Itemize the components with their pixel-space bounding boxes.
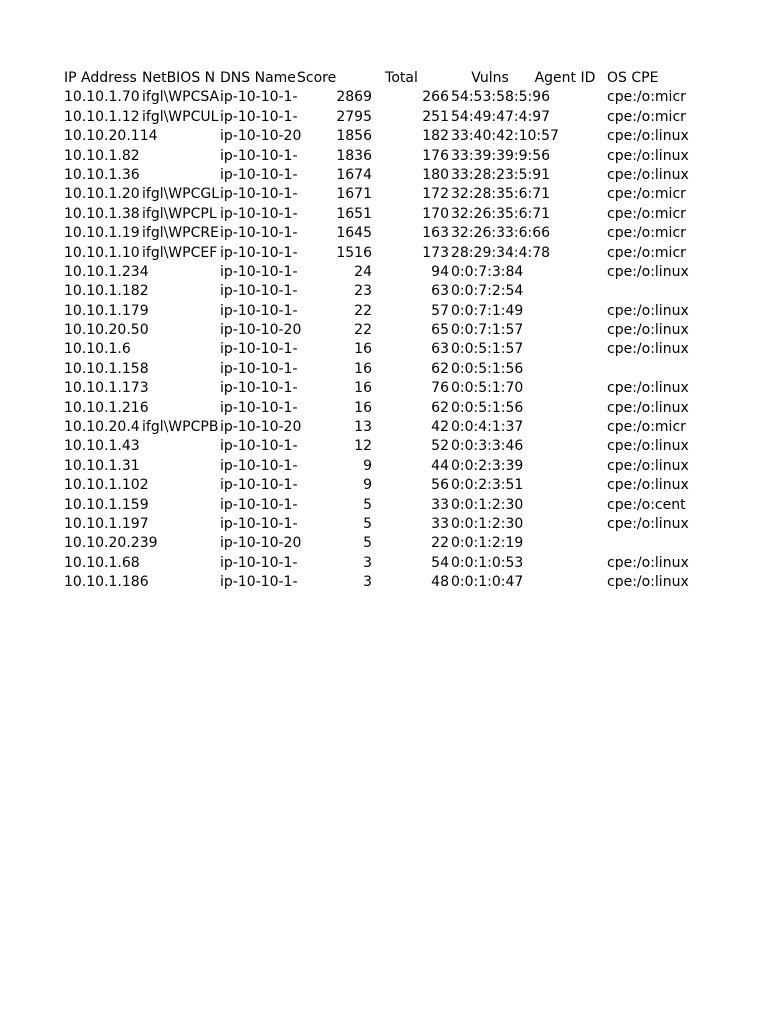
header-ip-address: IP Address [64, 70, 137, 86]
cell-score: 16 [354, 360, 372, 377]
cell-ip-address: 10.10.1.197 [64, 515, 149, 532]
cell-score: 3 [363, 554, 372, 571]
cell-netbios [142, 127, 220, 146]
cell-agent-id [529, 340, 607, 359]
cell-score: 16 [354, 380, 372, 397]
cell-os-cpe: cpe:/o:linux [607, 477, 689, 494]
cell-agent-id [529, 108, 607, 127]
table-row [64, 166, 688, 185]
cell-ip-address: 10.10.1.19 [64, 225, 140, 242]
table-row [64, 340, 688, 359]
cell-ip-address: 10.10.1.68 [64, 554, 140, 571]
cell-total: 33 [431, 496, 449, 513]
cell-agent-id [529, 573, 607, 592]
cell-ip-address: 10.10.20.239 [64, 535, 158, 552]
cell-ip-address: 10.10.1.216 [64, 399, 149, 416]
cell-netbios: ifgl\WPCEF [142, 244, 218, 261]
cell-score: 13 [354, 419, 372, 436]
cell-vulns: 0:0:5:1:56 [451, 360, 524, 377]
cell-os-cpe: cpe:/o:micr [607, 108, 686, 125]
cell-dns-name: ip-10-10-1- [220, 496, 298, 513]
cell-ip-address: 10.10.1.70 [64, 89, 140, 106]
cell-agent-id [529, 496, 607, 515]
cell-vulns: 0:0:7:1:49 [451, 302, 524, 319]
header-total: Total [385, 70, 418, 86]
table-row [64, 554, 688, 573]
table-body [64, 88, 688, 592]
cell-agent-id [529, 282, 607, 301]
cell-score: 12 [354, 438, 372, 455]
cell-total: 48 [431, 574, 449, 591]
table-row [64, 205, 688, 224]
cell-ip-address: 10.10.1.10 [64, 244, 140, 261]
cell-score: 3 [363, 574, 372, 591]
cell-os-cpe: cpe:/o:linux [607, 341, 689, 358]
cell-agent-id [529, 263, 607, 282]
cell-score: 2795 [336, 108, 372, 125]
cell-os-cpe [607, 282, 685, 301]
table-row [64, 399, 688, 418]
cell-netbios [142, 263, 220, 282]
cell-score: 1671 [336, 186, 372, 203]
cell-dns-name: ip-10-10-1- [220, 360, 298, 377]
cell-score: 16 [354, 341, 372, 358]
table-row [64, 476, 688, 495]
cell-total: 182 [422, 128, 449, 145]
cell-total: 170 [422, 205, 449, 222]
cell-os-cpe: cpe:/o:micr [607, 225, 686, 242]
cell-score: 22 [354, 302, 372, 319]
cell-os-cpe: cpe:/o:linux [607, 322, 689, 339]
cell-netbios [142, 399, 220, 418]
table-row [64, 360, 688, 379]
cell-agent-id [529, 166, 607, 185]
table-row [64, 185, 688, 204]
cell-vulns: 0:0:7:2:54 [451, 283, 524, 300]
cell-os-cpe: cpe:/o:micr [607, 244, 686, 261]
cell-ip-address: 10.10.1.173 [64, 380, 149, 397]
cell-score: 24 [354, 263, 372, 280]
cell-vulns: 33:28:23:5:91 [451, 166, 551, 183]
cell-netbios [142, 147, 220, 166]
cell-vulns: 0:0:5:1:57 [451, 341, 524, 358]
cell-dns-name: ip-10-10-1- [220, 147, 298, 164]
cell-vulns: 0:0:1:2:30 [451, 496, 524, 513]
cell-score: 5 [363, 535, 372, 552]
cell-total: 76 [431, 380, 449, 397]
cell-score: 1836 [336, 147, 372, 164]
cell-agent-id [529, 224, 607, 243]
cell-ip-address: 10.10.1.158 [64, 360, 149, 377]
table-row [64, 282, 688, 301]
cell-dns-name: ip-10-10-1- [220, 477, 298, 494]
cell-vulns: 54:49:47:4:97 [451, 108, 551, 125]
table-row [64, 534, 688, 553]
cell-netbios: ifgl\WPCRE [142, 225, 219, 242]
cell-netbios: ifgl\WPCPL [142, 205, 217, 222]
table-row [64, 88, 688, 107]
cell-netbios [142, 515, 220, 534]
cell-ip-address: 10.10.1.6 [64, 341, 131, 358]
cell-total: 163 [422, 225, 449, 242]
cell-vulns: 0:0:3:3:46 [451, 438, 524, 455]
cell-netbios [142, 379, 220, 398]
cell-score: 9 [363, 477, 372, 494]
cell-total: 266 [422, 89, 449, 106]
cell-agent-id [529, 418, 607, 437]
cell-total: 56 [431, 477, 449, 494]
cell-ip-address: 10.10.1.179 [64, 302, 149, 319]
cell-agent-id [529, 360, 607, 379]
cell-dns-name: ip-10-10-1- [220, 380, 298, 397]
cell-score: 1651 [336, 205, 372, 222]
cell-total: 94 [431, 263, 449, 280]
cell-score: 9 [363, 457, 372, 474]
cell-os-cpe: cpe:/o:linux [607, 438, 689, 455]
cell-dns-name: ip-10-10-1- [220, 574, 298, 591]
table-row [64, 224, 688, 243]
cell-score: 22 [354, 322, 372, 339]
cell-netbios [142, 534, 220, 553]
cell-os-cpe: cpe:/o:micr [607, 89, 686, 106]
cell-netbios [142, 302, 220, 321]
cell-ip-address: 10.10.1.20 [64, 186, 140, 203]
cell-vulns: 0:0:7:1:57 [451, 322, 524, 339]
cell-dns-name: ip-10-10-1- [220, 438, 298, 455]
cell-ip-address: 10.10.1.102 [64, 477, 149, 494]
cell-os-cpe: cpe:/o:micr [607, 205, 686, 222]
cell-os-cpe: cpe:/o:linux [607, 399, 689, 416]
cell-score: 23 [354, 283, 372, 300]
cell-os-cpe: cpe:/o:linux [607, 302, 689, 319]
cell-dns-name: ip-10-10-1- [220, 205, 298, 222]
table-row [64, 457, 688, 476]
cell-agent-id [529, 127, 607, 146]
cell-ip-address: 10.10.20.114 [64, 128, 158, 145]
cell-os-cpe: cpe:/o:micr [607, 419, 686, 436]
cell-dns-name: ip-10-10-1- [220, 263, 298, 280]
cell-netbios [142, 496, 220, 515]
cell-netbios [142, 573, 220, 592]
cell-agent-id [529, 302, 607, 321]
cell-total: 22 [431, 535, 449, 552]
cell-total: 62 [431, 360, 449, 377]
header-os-cpe: OS CPE [607, 70, 659, 86]
cell-total: 57 [431, 302, 449, 319]
cell-ip-address: 10.10.1.36 [64, 166, 140, 183]
table-row [64, 573, 688, 592]
cell-vulns: 0:0:2:3:39 [451, 457, 524, 474]
header-dns-name: DNS Name [220, 70, 296, 86]
cell-dns-name: ip-10-10-1- [220, 225, 298, 242]
cell-os-cpe: cpe:/o:linux [607, 147, 689, 164]
table-row [64, 418, 688, 437]
cell-score: 5 [363, 496, 372, 513]
cell-ip-address: 10.10.1.159 [64, 496, 149, 513]
cell-total: 180 [422, 166, 449, 183]
cell-vulns: 0:0:1:2:30 [451, 515, 524, 532]
cell-os-cpe: cpe:/o:linux [607, 554, 689, 571]
cell-netbios [142, 360, 220, 379]
cell-ip-address: 10.10.1.182 [64, 283, 149, 300]
cell-ip-address: 10.10.1.234 [64, 263, 149, 280]
cell-dns-name: ip-10-10-20 [220, 419, 302, 436]
cell-total: 62 [431, 399, 449, 416]
cell-netbios [142, 457, 220, 476]
cell-score: 16 [354, 399, 372, 416]
cell-vulns: 0:0:1:2:19 [451, 535, 524, 552]
cell-dns-name: ip-10-10-1- [220, 554, 298, 571]
cell-score: 1856 [336, 128, 372, 145]
cell-agent-id [529, 534, 607, 553]
cell-dns-name: ip-10-10-1- [220, 283, 298, 300]
cell-score: 2869 [336, 89, 372, 106]
cell-netbios: ifgl\WPCPB [142, 419, 219, 436]
cell-total: 33 [431, 515, 449, 532]
cell-os-cpe: cpe:/o:linux [607, 128, 689, 145]
cell-total: 54 [431, 554, 449, 571]
cell-dns-name: ip-10-10-1- [220, 515, 298, 532]
cell-vulns: 33:40:42:10:57 [451, 128, 559, 145]
cell-score: 1516 [336, 244, 372, 261]
cell-dns-name: ip-10-10-1- [220, 166, 298, 183]
cell-agent-id [529, 205, 607, 224]
cell-agent-id [529, 244, 607, 263]
cell-vulns: 32:28:35:6:71 [451, 186, 551, 203]
cell-agent-id [529, 515, 607, 534]
cell-agent-id [529, 321, 607, 340]
cell-os-cpe: cpe:/o:linux [607, 380, 689, 397]
cell-agent-id [529, 185, 607, 204]
cell-os-cpe: cpe:/o:linux [607, 166, 689, 183]
cell-vulns: 0:0:1:0:53 [451, 554, 524, 571]
table-row [64, 496, 688, 515]
header-netbios: NetBIOS N [142, 70, 216, 86]
cell-netbios [142, 476, 220, 495]
cell-total: 44 [431, 457, 449, 474]
cell-agent-id [529, 88, 607, 107]
cell-agent-id [529, 457, 607, 476]
cell-netbios [142, 554, 220, 573]
cell-score: 5 [363, 515, 372, 532]
cell-vulns: 0:0:5:1:56 [451, 399, 524, 416]
cell-vulns: 0:0:4:1:37 [451, 419, 524, 436]
cell-vulns: 54:53:58:5:96 [451, 89, 551, 106]
header-agent-id: Agent ID [534, 70, 596, 86]
cell-os-cpe: cpe:/o:linux [607, 574, 689, 591]
cell-score: 1645 [336, 225, 372, 242]
cell-ip-address: 10.10.1.186 [64, 574, 149, 591]
cell-vulns: 28:29:34:4:78 [451, 244, 551, 261]
cell-total: 63 [431, 283, 449, 300]
cell-total: 52 [431, 438, 449, 455]
cell-ip-address: 10.10.1.38 [64, 205, 140, 222]
header-row [64, 69, 688, 88]
cell-dns-name: ip-10-10-1- [220, 341, 298, 358]
cell-dns-name: ip-10-10-1- [220, 186, 298, 203]
cell-total: 63 [431, 341, 449, 358]
cell-netbios: ifgl\WPCSA [142, 89, 220, 106]
table-row [64, 437, 688, 456]
table-row [64, 263, 688, 282]
cell-dns-name: ip-10-10-20 [220, 128, 302, 145]
cell-dns-name: ip-10-10-1- [220, 457, 298, 474]
table-row [64, 127, 688, 146]
table-row [64, 321, 688, 340]
cell-os-cpe [607, 360, 685, 379]
cell-vulns: 0:0:7:3:84 [451, 263, 524, 280]
cell-netbios: ifgl\WPCGL [142, 186, 220, 203]
cell-vulns: 32:26:33:6:66 [451, 225, 551, 242]
cell-total: 65 [431, 322, 449, 339]
cell-agent-id [529, 147, 607, 166]
table-row [64, 515, 688, 534]
cell-dns-name: ip-10-10-20 [220, 322, 302, 339]
header-vulns: Vulns [471, 70, 509, 86]
spreadsheet-table [64, 69, 688, 593]
cell-ip-address: 10.10.1.82 [64, 147, 140, 164]
cell-dns-name: ip-10-10-1- [220, 399, 298, 416]
cell-netbios [142, 321, 220, 340]
cell-agent-id [529, 379, 607, 398]
cell-ip-address: 10.10.1.43 [64, 438, 140, 455]
cell-vulns: 0:0:5:1:70 [451, 380, 524, 397]
cell-agent-id [529, 554, 607, 573]
table-row [64, 108, 688, 127]
cell-netbios [142, 166, 220, 185]
cell-dns-name: ip-10-10-1- [220, 244, 298, 261]
cell-ip-address: 10.10.20.50 [64, 322, 149, 339]
table-row [64, 244, 688, 263]
cell-score: 1674 [336, 166, 372, 183]
cell-netbios: ifgl\WPCUL [142, 108, 219, 125]
cell-ip-address: 10.10.1.31 [64, 457, 140, 474]
cell-netbios [142, 282, 220, 301]
cell-vulns: 32:26:35:6:71 [451, 205, 551, 222]
header-score: Score [297, 70, 337, 86]
cell-vulns: 33:39:39:9:56 [451, 147, 551, 164]
cell-ip-address: 10.10.20.4 [64, 419, 140, 436]
cell-agent-id [529, 476, 607, 495]
cell-dns-name: ip-10-10-1- [220, 89, 298, 106]
cell-os-cpe: cpe:/o:linux [607, 457, 689, 474]
cell-total: 251 [422, 108, 449, 125]
cell-netbios [142, 340, 220, 359]
table-row [64, 147, 688, 166]
cell-agent-id [529, 399, 607, 418]
cell-agent-id [529, 437, 607, 456]
cell-os-cpe: cpe:/o:linux [607, 263, 689, 280]
cell-dns-name: ip-10-10-1- [220, 108, 298, 125]
table-row [64, 379, 688, 398]
cell-os-cpe: cpe:/o:cent [607, 496, 686, 513]
cell-total: 172 [422, 186, 449, 203]
cell-ip-address: 10.10.1.12 [64, 108, 140, 125]
cell-dns-name: ip-10-10-20 [220, 535, 302, 552]
cell-vulns: 0:0:1:0:47 [451, 574, 524, 591]
cell-vulns: 0:0:2:3:51 [451, 477, 524, 494]
table-row [64, 302, 688, 321]
cell-os-cpe: cpe:/o:micr [607, 186, 686, 203]
cell-netbios [142, 437, 220, 456]
cell-total: 42 [431, 419, 449, 436]
cell-total: 176 [422, 147, 449, 164]
cell-total: 173 [422, 244, 449, 261]
cell-dns-name: ip-10-10-1- [220, 302, 298, 319]
cell-os-cpe: cpe:/o:linux [607, 515, 689, 532]
cell-os-cpe [607, 534, 685, 553]
